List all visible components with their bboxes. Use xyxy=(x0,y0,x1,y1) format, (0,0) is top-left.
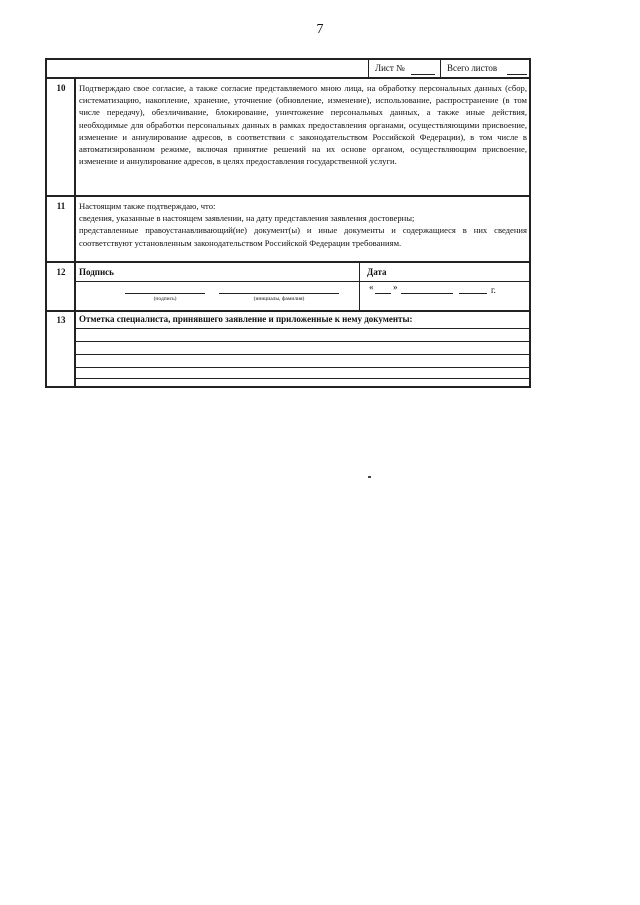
signature-caption: (подпись) xyxy=(153,296,177,302)
signature-label: Подпись xyxy=(79,267,114,277)
date-day-line[interactable] xyxy=(375,293,391,294)
specialist-note-line-2[interactable] xyxy=(76,341,529,342)
page-number: 7 xyxy=(316,22,324,37)
total-sheets-blank[interactable] xyxy=(507,74,527,75)
section-11-line-3: представленные правоустанавливающий(ие) документ(ы) и иные документы и содержащиеся в них сведения соответствуют установленным законодательством Российской Федерации требованиям. xyxy=(79,225,527,248)
date-year-suffix: г. xyxy=(491,285,496,295)
date-quote-close: » xyxy=(393,282,398,292)
section-11-line-2: сведения, указанные в настоящем заявлении, на дату представления заявления достоверны; xyxy=(79,213,415,224)
section-10-bottom-border xyxy=(47,195,529,197)
specialist-note-line-5[interactable] xyxy=(76,378,529,379)
header-divider-2 xyxy=(440,60,441,77)
date-month-line[interactable] xyxy=(401,293,453,294)
header-bottom-border xyxy=(47,77,529,79)
specialist-note-label: Отметка специалиста, принявшего заявление и приложенные к нему документы: xyxy=(79,314,413,324)
section-11-line-1: Настоящим также подтверждаю, что: xyxy=(79,201,216,211)
specialist-note-line-3[interactable] xyxy=(76,354,529,355)
scan-speck xyxy=(368,476,371,478)
section-12-header-border xyxy=(76,281,529,282)
section-10-consent-text: Подтверждаю свое согласие, а также согласие представляемого мною лица, на обработку персональных данных (сбор, систематизацию, накопление, хранение, уточнение (обновление, изменение), использование, распространение (в том числе передачу), обезличивание, блокирование, уничтожение персональных данных, а также иные действия, необходимые для обработки персональных данных в рамках предоставления органами, осуществляющими присвоение, изменение и аннулирование адресов, в соответствии с законодательством Российской Федерации), в том числе в автоматизированном режиме, включая принятие решений на их основе органом, осуществляющим присвоение, изменение и аннулирование адресов, в целях предоставления государственной услуги. xyxy=(79,83,527,167)
application-form-table xyxy=(45,58,531,388)
specialist-note-line-4[interactable] xyxy=(76,367,529,368)
header-divider-1 xyxy=(368,60,369,77)
total-sheets-label: Всего листов xyxy=(447,63,498,73)
date-year-line[interactable] xyxy=(459,293,487,294)
date-label: Дата xyxy=(367,267,387,277)
signature-line[interactable] xyxy=(125,293,205,294)
name-caption: (инициалы, фамилия) xyxy=(253,296,305,302)
number-column-divider xyxy=(74,79,76,386)
section-12-number: 12 xyxy=(56,267,66,277)
date-quote-open: « xyxy=(369,282,374,292)
section-13-number: 13 xyxy=(56,315,66,325)
sheet-number-blank[interactable] xyxy=(411,74,435,75)
section-11-confirmation xyxy=(79,200,527,249)
section-12-bottom-border xyxy=(47,310,529,312)
name-line[interactable] xyxy=(219,293,339,294)
specialist-note-line-1[interactable] xyxy=(76,328,529,329)
sheet-number-label: Лист № xyxy=(375,63,405,73)
section-10-number: 10 xyxy=(56,83,66,93)
section-11-number: 11 xyxy=(56,201,66,211)
section-11-bottom-border xyxy=(47,261,529,263)
signature-date-divider xyxy=(359,263,360,311)
